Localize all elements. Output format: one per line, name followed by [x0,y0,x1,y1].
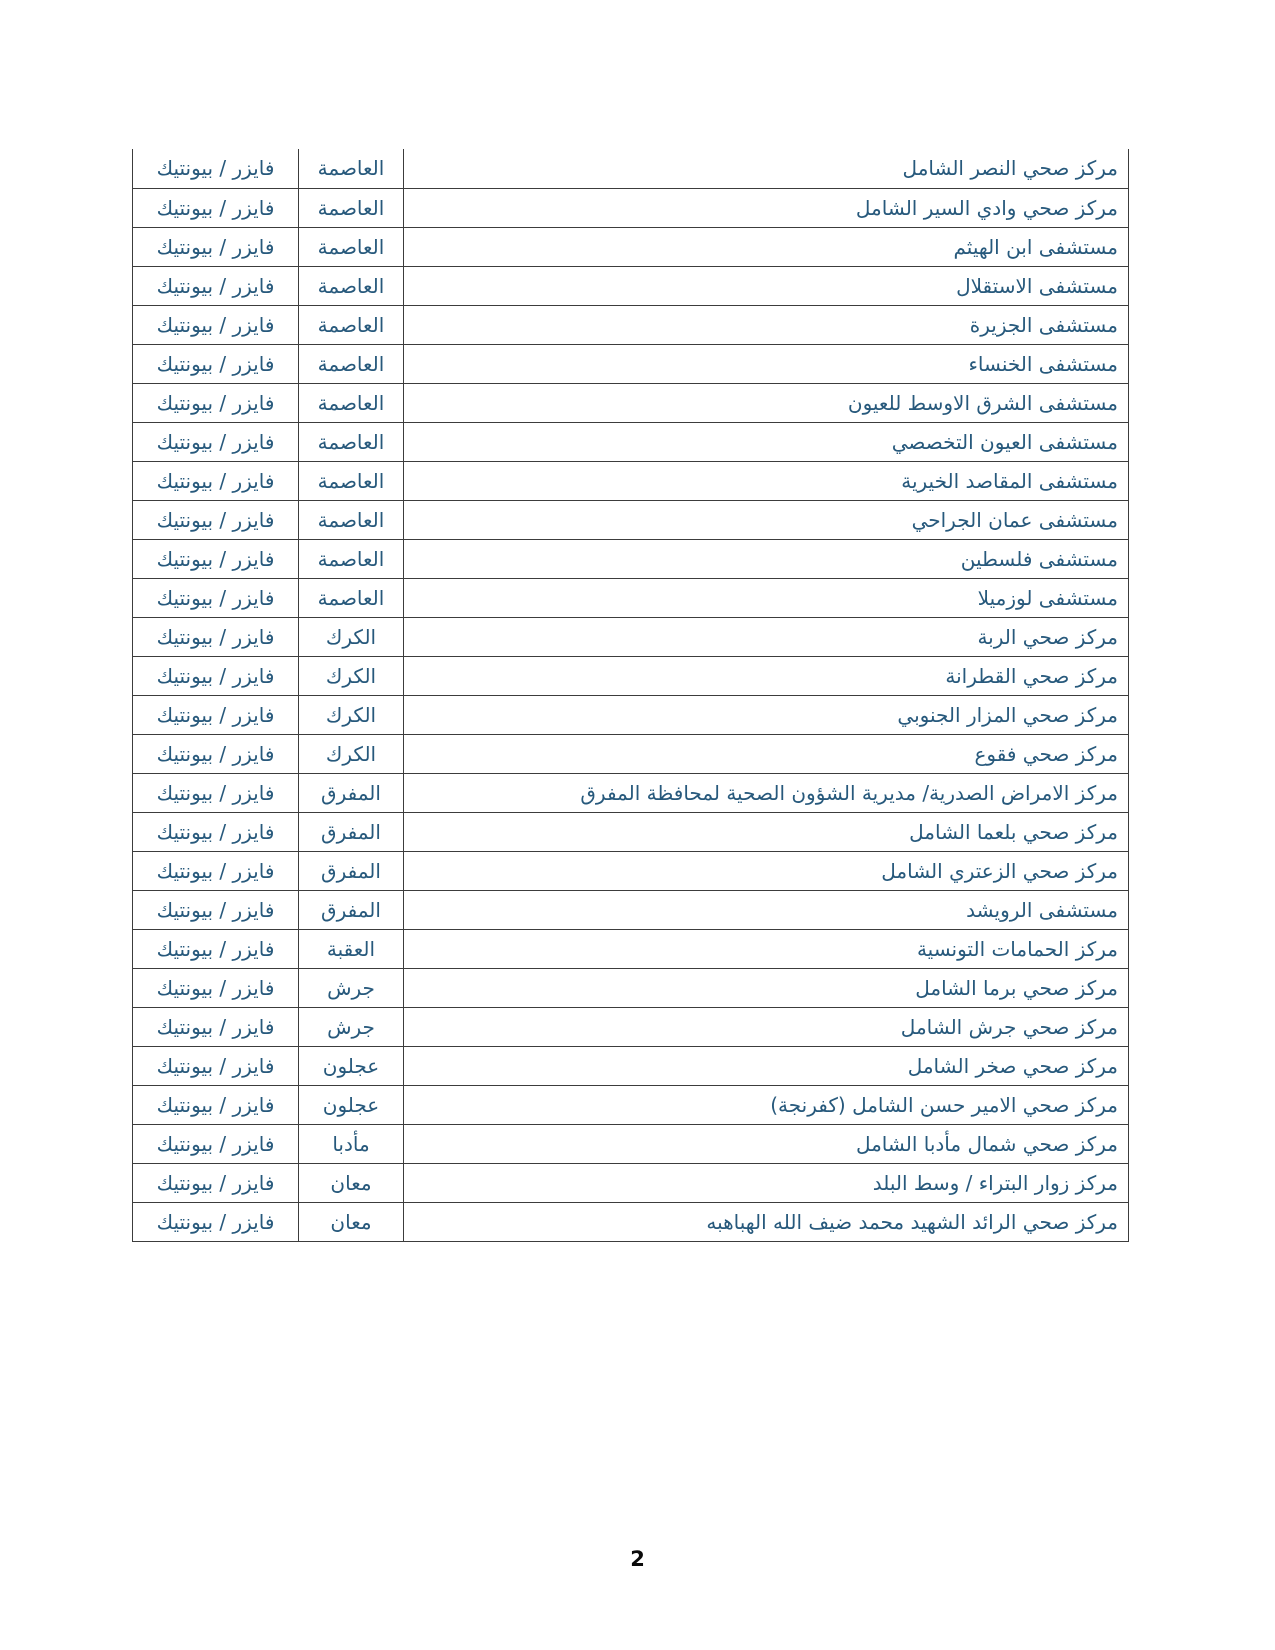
table-row [133,656,1129,695]
governorate-cell: معان [299,1202,404,1241]
governorate-cell: العاصمة [299,578,404,617]
vaccine-type-cell: فايزر / بيونتيك [133,500,299,539]
governorate-cell: الكرك [299,695,404,734]
facility-name-cell: مركز صحي شمال مأدبا الشامل [404,1124,1129,1163]
table-row [133,1007,1129,1046]
vaccine-type-cell: فايزر / بيونتيك [133,188,299,227]
table-row [133,461,1129,500]
vaccine-type-cell: فايزر / بيونتيك [133,617,299,656]
governorate-cell: العاصمة [299,383,404,422]
table-row [133,812,1129,851]
table-row [133,227,1129,266]
table-row [133,500,1129,539]
governorate-cell: مأدبا [299,1124,404,1163]
facility-name-cell: مركز صحي الرائد الشهيد محمد ضيف الله الهباهبه [404,1202,1129,1241]
table-row [133,344,1129,383]
table-row [133,422,1129,461]
table-row [133,578,1129,617]
vaccine-type-cell: فايزر / بيونتيك [133,1007,299,1046]
facility-name-cell: مركز صحي القطرانة [404,656,1129,695]
governorate-cell: العاصمة [299,539,404,578]
table-row [133,539,1129,578]
table-row [133,968,1129,1007]
governorate-cell: الكرك [299,617,404,656]
vaccine-type-cell: فايزر / بيونتيك [133,539,299,578]
facility-name-cell: مستشفى عمان الجراحي [404,500,1129,539]
vaccine-type-cell: فايزر / بيونتيك [133,968,299,1007]
facility-name-cell: مستشفى لوزميلا [404,578,1129,617]
governorate-cell: العاصمة [299,461,404,500]
facility-name-cell: مستشفى ابن الهيثم [404,227,1129,266]
governorate-cell: العقبة [299,929,404,968]
table-row [133,266,1129,305]
governorate-cell: جرش [299,968,404,1007]
facility-name-cell: مستشفى الخنساء [404,344,1129,383]
facility-name-cell: مستشفى العيون التخصصي [404,422,1129,461]
governorate-cell: المفرق [299,773,404,812]
governorate-cell: المفرق [299,890,404,929]
vaccine-type-cell: فايزر / بيونتيك [133,812,299,851]
governorate-cell: العاصمة [299,305,404,344]
vaccine-type-cell: فايزر / بيونتيك [133,890,299,929]
vaccine-type-cell: فايزر / بيونتيك [133,1163,299,1202]
vaccine-type-cell: فايزر / بيونتيك [133,1085,299,1124]
governorate-cell: الكرك [299,656,404,695]
facility-name-cell: مركز صحي الربة [404,617,1129,656]
vaccine-type-cell: فايزر / بيونتيك [133,227,299,266]
table-row [133,383,1129,422]
table-row [133,1085,1129,1124]
table-row [133,773,1129,812]
facility-name-cell: مستشفى الاستقلال [404,266,1129,305]
governorate-cell: معان [299,1163,404,1202]
facility-name-cell: مركز صحي وادي السير الشامل [404,188,1129,227]
facility-name-cell: مركز الامراض الصدرية/ مديرية الشؤون الصحية لمحافظة المفرق [404,773,1129,812]
vaccine-type-cell: فايزر / بيونتيك [133,578,299,617]
table-row [133,1202,1129,1241]
table-row [133,149,1129,188]
facility-name-cell: مركز صحي فقوع [404,734,1129,773]
facility-name-cell: مركز صحي صخر الشامل [404,1046,1129,1085]
table-row [133,1124,1129,1163]
governorate-cell: الكرك [299,734,404,773]
governorate-cell: عجلون [299,1085,404,1124]
vaccine-type-cell: فايزر / بيونتيك [133,929,299,968]
table-row [133,1163,1129,1202]
governorate-cell: جرش [299,1007,404,1046]
governorate-cell: العاصمة [299,227,404,266]
vaccine-type-cell: فايزر / بيونتيك [133,1202,299,1241]
vaccine-type-cell: فايزر / بيونتيك [133,773,299,812]
governorate-cell: العاصمة [299,149,404,188]
table-row [133,617,1129,656]
table-row [133,305,1129,344]
table-row [133,188,1129,227]
vaccine-type-cell: فايزر / بيونتيك [133,1124,299,1163]
facility-name-cell: مستشفى المقاصد الخيرية [404,461,1129,500]
governorate-cell: العاصمة [299,344,404,383]
vaccine-type-cell: فايزر / بيونتيك [133,305,299,344]
facility-name-cell: مركز صحي النصر الشامل [404,149,1129,188]
vaccine-type-cell: فايزر / بيونتيك [133,851,299,890]
table-row [133,929,1129,968]
vaccine-type-cell: فايزر / بيونتيك [133,1046,299,1085]
vaccine-type-cell: فايزر / بيونتيك [133,383,299,422]
facility-name-cell: مركز صحي الامير حسن الشامل (كفرنجة) [404,1085,1129,1124]
facility-name-cell: مستشفى الرويشد [404,890,1129,929]
vaccine-type-cell: فايزر / بيونتيك [133,344,299,383]
facility-name-cell: مركز صحي بلعما الشامل [404,812,1129,851]
vaccination-centers-table [132,149,1129,1242]
facility-name-cell: مركز صحي الزعتري الشامل [404,851,1129,890]
governorate-cell: العاصمة [299,422,404,461]
table-row [133,734,1129,773]
vaccine-type-cell: فايزر / بيونتيك [133,149,299,188]
table-body [133,149,1129,1241]
facility-name-cell: مستشفى فلسطين [404,539,1129,578]
governorate-cell: عجلون [299,1046,404,1085]
vaccine-type-cell: فايزر / بيونتيك [133,734,299,773]
table-row [133,851,1129,890]
facility-name-cell: مركز زوار البتراء / وسط البلد [404,1163,1129,1202]
page-number: 2 [630,1547,645,1571]
facility-name-cell: مركز الحمامات التونسية [404,929,1129,968]
vaccine-type-cell: فايزر / بيونتيك [133,422,299,461]
vaccine-type-cell: فايزر / بيونتيك [133,266,299,305]
facility-name-cell: مستشفى الشرق الاوسط للعيون [404,383,1129,422]
governorate-cell: المفرق [299,851,404,890]
vaccine-type-cell: فايزر / بيونتيك [133,695,299,734]
governorate-cell: المفرق [299,812,404,851]
governorate-cell: العاصمة [299,266,404,305]
governorate-cell: العاصمة [299,188,404,227]
facility-name-cell: مركز صحي جرش الشامل [404,1007,1129,1046]
governorate-cell: العاصمة [299,500,404,539]
table-row [133,890,1129,929]
table-row [133,1046,1129,1085]
facility-name-cell: مركز صحي برما الشامل [404,968,1129,1007]
facility-name-cell: مستشفى الجزيرة [404,305,1129,344]
facility-name-cell: مركز صحي المزار الجنوبي [404,695,1129,734]
table-row [133,695,1129,734]
vaccine-type-cell: فايزر / بيونتيك [133,461,299,500]
vaccine-type-cell: فايزر / بيونتيك [133,656,299,695]
